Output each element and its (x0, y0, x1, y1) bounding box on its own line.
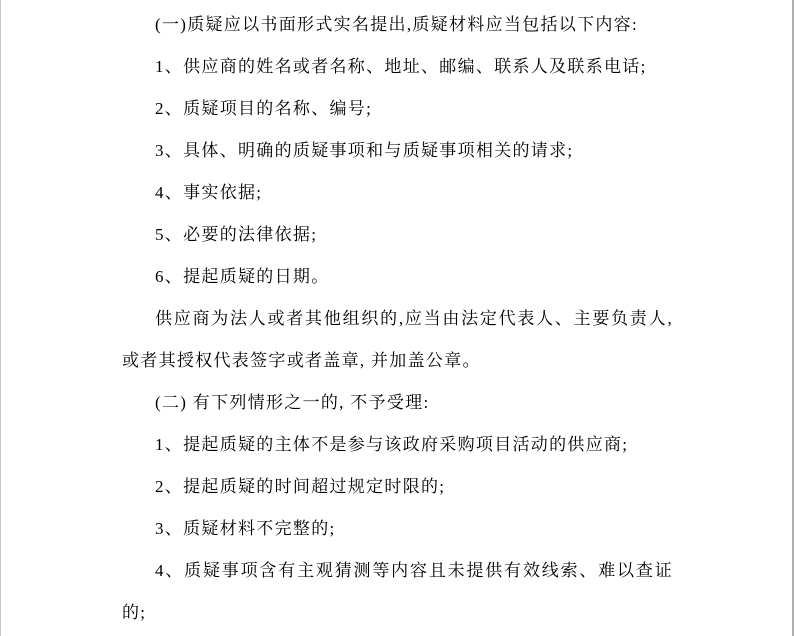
paragraph-list-item: 3、质疑材料不完整的; (155, 519, 336, 538)
paragraph-list-item: 1、供应商的姓名或者名称、地址、邮编、联系人及联系电话; (155, 57, 647, 76)
paragraph-section-2-heading: (二) 有下列情形之一的, 不予受理: (155, 393, 430, 412)
paragraph-list-item: 2、质疑项目的名称、编号; (155, 99, 373, 118)
paragraph-section-1-heading: (一)质疑应以书面形式实名提出,质疑材料应当包括以下内容: (155, 15, 638, 34)
paragraph-list-item: 6、提起质疑的日期。 (155, 267, 330, 286)
document-text-block (122, 0, 673, 634)
paragraph-list-item: 2、提起质疑的时间超过规定时限的; (155, 477, 446, 496)
paragraph-list-item: 5、必要的法律依据; (155, 225, 318, 244)
paragraph-list-item: 4、质疑事项含有主观猜测等内容且未提供有效线索、难以查证的; (122, 561, 673, 622)
paragraph-body: 供应商为法人或者其他组织的,应当由法定代表人、主要负责人,或者其授权代表签字或者盖章, 并加盖公章。 (122, 309, 673, 370)
paragraph-list-item: 4、事实依据; (155, 183, 263, 202)
paragraph-list-item: 3、具体、明确的质疑事项和与质疑事项相关的请求; (155, 141, 574, 160)
paragraph-list-item: 1、提起质疑的主体不是参与该政府采购项目活动的供应商; (155, 435, 629, 454)
